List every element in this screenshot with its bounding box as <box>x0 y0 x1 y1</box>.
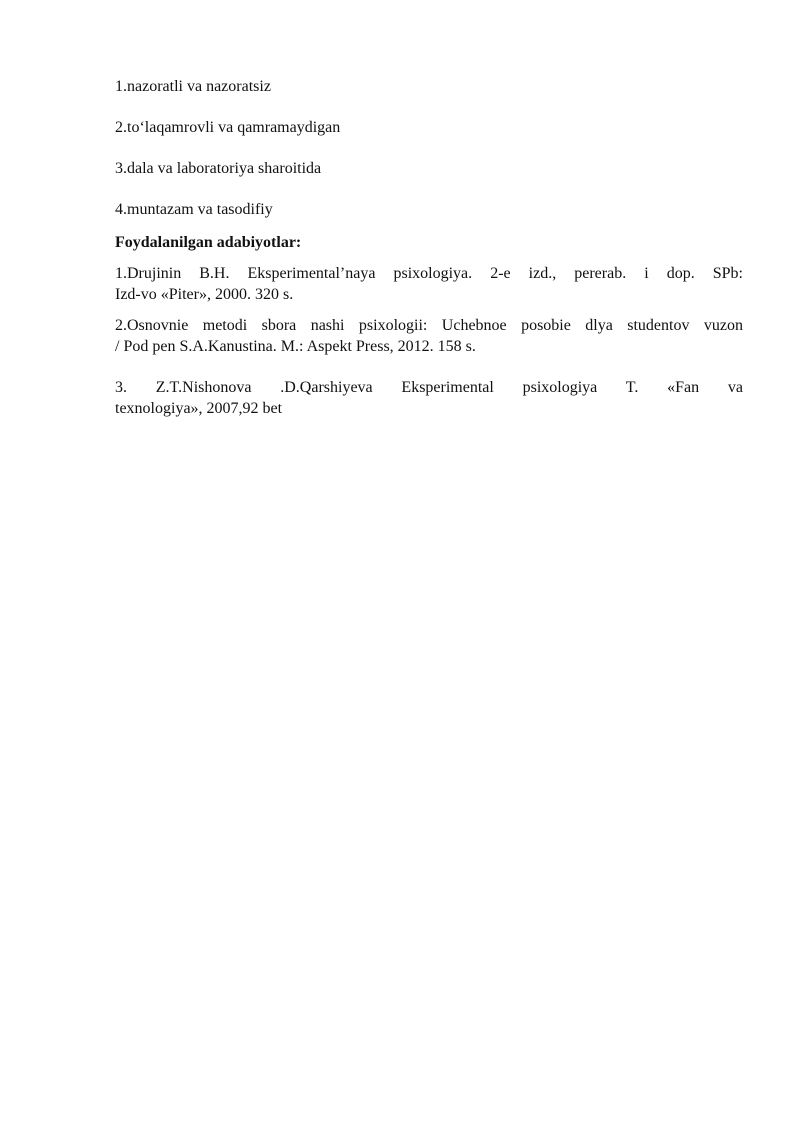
reference-item-1-line-2: Izd-vo «Piter», 2000. 320 s. <box>115 286 294 303</box>
option-item-3: 3.dala va laboratoriya sharoitida <box>115 160 322 177</box>
option-item-4: 4.muntazam va tasodifiy <box>115 201 273 218</box>
references-heading: Foydalanilgan adabiyotlar: <box>115 234 302 251</box>
reference-item-2 <box>115 315 743 357</box>
reference-item-2-line-2: / Pod pen S.A.Kanustina. M.: Aspekt Press, 2012. 158 s. <box>115 338 476 355</box>
reference-item-2-line-1: 2.Osnovnie metodi sbora nashi psixologii: Uchebnoe posobie dlya studentov vuzon <box>115 317 743 334</box>
option-list <box>115 76 743 220</box>
reference-item-3-line-1: 3. Z.T.Nishonova .D.Qarshiyeva Eksperimental psixologiya T. «Fan va <box>115 379 743 396</box>
option-item-2: 2.to‘laqamrovli va qamramaydigan <box>115 119 341 136</box>
reference-item-3-line-2: texnologiya», 2007,92 bet <box>115 400 283 417</box>
reference-item-3 <box>115 377 743 419</box>
option-item-1: 1.nazoratli va nazoratsiz <box>115 78 271 95</box>
page-content <box>115 76 743 429</box>
reference-item-1 <box>115 263 743 305</box>
reference-item-1-line-1: 1.Drujinin B.H. Eksperimental’naya psixologiya. 2-e izd., pererab. i dop. SPb: <box>115 265 743 282</box>
